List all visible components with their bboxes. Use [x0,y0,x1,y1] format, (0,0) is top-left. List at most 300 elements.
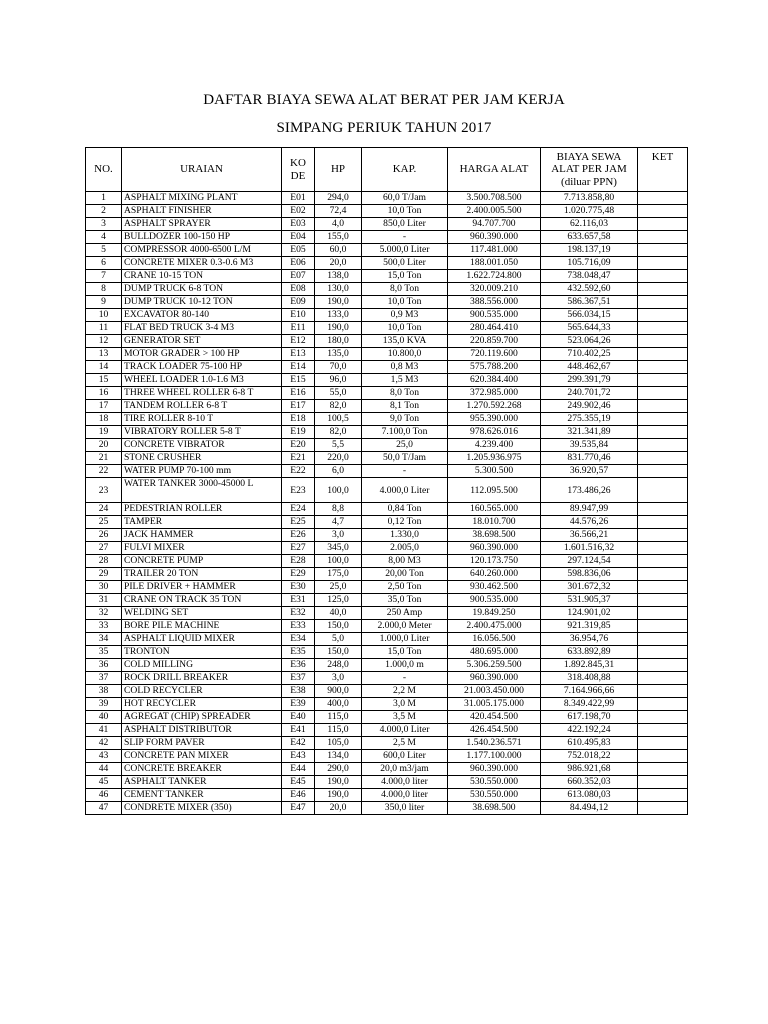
cell-biaya: 7.164.966,66 [541,685,638,698]
table-row [86,581,688,594]
cell-uraian: ROCK DRILL BREAKER [122,672,282,685]
cell-kode: E21 [282,452,315,465]
cell-kode: E46 [282,789,315,802]
cell-hp: 4,7 [315,516,362,529]
cell-ket [638,270,688,283]
cell-no: 44 [86,763,122,776]
cell-kap: 50,0 T/Jam [362,452,448,465]
cell-biaya: 523.064,26 [541,335,638,348]
cell-hp: 125,0 [315,594,362,607]
cell-harga: 94.707.700 [448,218,541,231]
table-row [86,452,688,465]
cell-hp: 100,0 [315,478,362,503]
cell-ket [638,802,688,815]
cell-hp: 150,0 [315,646,362,659]
cell-ket [638,555,688,568]
table-row [86,465,688,478]
cell-kode: E09 [282,296,315,309]
table-row [86,270,688,283]
cell-uraian: WHEEL LOADER 1.0-1.6 M3 [122,374,282,387]
header-biaya: BIAYA SEWA ALAT PER JAM (diluar PPN) [541,148,638,192]
cell-uraian: ASPHALT MIXING PLANT [122,192,282,205]
cell-biaya: 565.644,33 [541,322,638,335]
cell-uraian: SLIP FORM PAVER [122,737,282,750]
cell-hp: 190,0 [315,789,362,802]
table-row [86,750,688,763]
cell-ket [638,387,688,400]
cell-ket [638,659,688,672]
cell-kap: 5.000,0 Liter [362,244,448,257]
cell-kap: 0,84 Ton [362,503,448,516]
cell-kode: E34 [282,633,315,646]
cell-no: 41 [86,724,122,737]
cell-ket [638,452,688,465]
cell-kode: E08 [282,283,315,296]
cell-biaya: 275.355,19 [541,413,638,426]
cell-uraian: MOTOR GRADER > 100 HP [122,348,282,361]
cell-biaya: 44.576,26 [541,516,638,529]
cell-ket [638,361,688,374]
table-row [86,413,688,426]
cell-kap: 35,0 Ton [362,594,448,607]
cell-kode: E10 [282,309,315,322]
cell-kode: E15 [282,374,315,387]
cell-biaya: 422.192,24 [541,724,638,737]
cell-no: 39 [86,698,122,711]
table-row [86,529,688,542]
cell-kode: E40 [282,711,315,724]
cell-uraian: CEMENT TANKER [122,789,282,802]
cell-kap: 1.000,0 m [362,659,448,672]
table-row [86,789,688,802]
cell-no: 24 [86,503,122,516]
cell-uraian: ASPHALT SPRAYER [122,218,282,231]
cell-hp: 345,0 [315,542,362,555]
cell-hp: 135,0 [315,348,362,361]
cell-hp: 3,0 [315,672,362,685]
cell-biaya: 633.892,89 [541,646,638,659]
cell-biaya: 633.657,58 [541,231,638,244]
cell-no: 10 [86,309,122,322]
cell-harga: 480.695.000 [448,646,541,659]
cell-harga: 640.260.000 [448,568,541,581]
cell-harga: 955.390.000 [448,413,541,426]
cell-kap: 15,0 Ton [362,270,448,283]
cell-ket [638,633,688,646]
cell-uraian: TAMPER [122,516,282,529]
cell-ket [638,231,688,244]
cell-uraian: CONCRETE PAN MIXER [122,750,282,763]
cell-uraian: PILE DRIVER + HAMMER [122,581,282,594]
cell-hp: 5,5 [315,439,362,452]
cell-no: 30 [86,581,122,594]
cell-hp: 115,0 [315,724,362,737]
cell-uraian: HOT RECYCLER [122,698,282,711]
cell-biaya: 36.954,76 [541,633,638,646]
cell-hp: 248,0 [315,659,362,672]
cell-biaya: 301.672,32 [541,581,638,594]
cell-hp: 220,0 [315,452,362,465]
document-subtitle: SIMPANG PERIUK TAHUN 2017 [276,120,492,136]
cell-hp: 40,0 [315,607,362,620]
cell-no: 34 [86,633,122,646]
cell-biaya: 752.018,22 [541,750,638,763]
cell-no: 36 [86,659,122,672]
cell-kap: - [362,465,448,478]
document-title: DAFTAR BIAYA SEWA ALAT BERAT PER JAM KERJA [203,92,565,108]
cell-harga: 930.462.500 [448,581,541,594]
table-row [86,335,688,348]
table-row [86,542,688,555]
cell-biaya: 586.367,51 [541,296,638,309]
cell-uraian: DUMP TRUCK 6-8 TON [122,283,282,296]
cell-kap: 2.005,0 [362,542,448,555]
cell-harga: 16.056.500 [448,633,541,646]
cell-harga: 320.009.210 [448,283,541,296]
cell-hp: 25,0 [315,581,362,594]
cell-no: 35 [86,646,122,659]
table-row [86,711,688,724]
cell-uraian: CRANE 10-15 TON [122,270,282,283]
cell-biaya: 531.905,37 [541,594,638,607]
cell-ket [638,309,688,322]
cell-hp: 4,0 [315,218,362,231]
cell-no: 6 [86,257,122,270]
cell-no: 37 [86,672,122,685]
header-kode: KO DE [282,148,315,192]
cell-biaya: 249.902,46 [541,400,638,413]
cell-hp: 20,0 [315,802,362,815]
cell-biaya: 124.901,02 [541,607,638,620]
cell-harga: 960.390.000 [448,231,541,244]
cell-kap: 60,0 T/Jam [362,192,448,205]
cell-harga: 120.173.750 [448,555,541,568]
cell-kap: 15,0 Ton [362,646,448,659]
cell-ket [638,737,688,750]
cell-kap: 3,0 M [362,698,448,711]
cell-ket [638,439,688,452]
cell-ket [638,776,688,789]
cell-kode: E38 [282,685,315,698]
cell-kap: 10,0 Ton [362,322,448,335]
cell-hp: 55,0 [315,387,362,400]
cell-uraian: TANDEM ROLLER 6-8 T [122,400,282,413]
cell-kap: 2,5 M [362,737,448,750]
cell-biaya: 710.402,25 [541,348,638,361]
header-ket: KET [638,148,688,192]
table-row [86,348,688,361]
cell-biaya: 36.566,21 [541,529,638,542]
cell-harga: 3.500.708.500 [448,192,541,205]
cell-harga: 1.622.724.800 [448,270,541,283]
cell-no: 13 [86,348,122,361]
cell-uraian: WELDING SET [122,607,282,620]
cell-no: 23 [86,478,122,503]
cell-harga: 960.390.000 [448,542,541,555]
cell-kap: 8,0 Ton [362,387,448,400]
cell-hp: 3,0 [315,529,362,542]
cell-uraian: COLD MILLING [122,659,282,672]
cell-no: 22 [86,465,122,478]
table-row [86,516,688,529]
cell-harga: 1.177.100.000 [448,750,541,763]
cell-no: 18 [86,413,122,426]
cell-kap: 9,0 Ton [362,413,448,426]
cell-kode: E33 [282,620,315,633]
cell-biaya: 39.535,84 [541,439,638,452]
cell-hp: 5,0 [315,633,362,646]
cell-biaya: 173.486,26 [541,478,638,503]
cell-biaya: 321.341,89 [541,426,638,439]
cell-kode: E29 [282,568,315,581]
cell-kode: E07 [282,270,315,283]
cell-harga: 575.788.200 [448,361,541,374]
table-row [86,646,688,659]
cell-biaya: 831.770,46 [541,452,638,465]
cell-kap: 350,0 liter [362,802,448,815]
table-body [86,192,688,815]
cell-kap: 1.000,0 Liter [362,633,448,646]
cell-hp: 400,0 [315,698,362,711]
cell-kap: 8,00 M3 [362,555,448,568]
cell-harga: 372.985.000 [448,387,541,400]
cell-ket [638,244,688,257]
cell-kap: 7.100,0 Ton [362,426,448,439]
cell-no: 33 [86,620,122,633]
cell-harga: 530.550.000 [448,776,541,789]
cell-hp: 190,0 [315,322,362,335]
table-row [86,737,688,750]
table-row [86,503,688,516]
cell-no: 5 [86,244,122,257]
cell-kode: E01 [282,192,315,205]
cell-kode: E12 [282,335,315,348]
cell-ket [638,348,688,361]
cell-harga: 1.270.592.268 [448,400,541,413]
cell-no: 16 [86,387,122,400]
cell-kap: 850,0 Liter [362,218,448,231]
cell-kap: 10.800,0 [362,348,448,361]
cell-biaya: 566.034,15 [541,309,638,322]
cell-kode: E05 [282,244,315,257]
cell-uraian: CONCRETE MIXER 0.3-0.6 M3 [122,257,282,270]
cell-no: 8 [86,283,122,296]
cell-uraian: AGREGAT (CHIP) SPREADER [122,711,282,724]
cell-harga: 900.535.000 [448,309,541,322]
cell-kode: E30 [282,581,315,594]
cell-harga: 620.384.400 [448,374,541,387]
cell-kap: 4.000,0 Liter [362,724,448,737]
cell-hp: 60,0 [315,244,362,257]
cell-kode: E31 [282,594,315,607]
cell-biaya: 610.495,83 [541,737,638,750]
cell-uraian: STONE CRUSHER [122,452,282,465]
cell-kap: 8,1 Ton [362,400,448,413]
header-kap: KAP. [362,148,448,192]
cell-no: 3 [86,218,122,231]
cell-kap: 10,0 Ton [362,205,448,218]
cell-biaya: 36.920,57 [541,465,638,478]
cell-kap: 2,2 M [362,685,448,698]
cell-kode: E19 [282,426,315,439]
table-row [86,439,688,452]
cell-hp: 133,0 [315,309,362,322]
cell-kode: E22 [282,465,315,478]
cell-harga: 1.205.936.975 [448,452,541,465]
cell-kap: 135,0 KVA [362,335,448,348]
cell-hp: 72,4 [315,205,362,218]
cell-kode: E42 [282,737,315,750]
table-row [86,244,688,257]
cell-biaya: 921.319,85 [541,620,638,633]
cell-hp: 134,0 [315,750,362,763]
cell-biaya: 198.137,19 [541,244,638,257]
cell-harga: 160.565.000 [448,503,541,516]
cell-kode: E39 [282,698,315,711]
header-harga: HARGA ALAT [448,148,541,192]
cell-ket [638,413,688,426]
cell-no: 4 [86,231,122,244]
cell-biaya: 617.198,70 [541,711,638,724]
cell-no: 25 [86,516,122,529]
cell-ket [638,672,688,685]
cell-ket [638,685,688,698]
table-row [86,257,688,270]
cell-uraian: BORE PILE MACHINE [122,620,282,633]
cell-kode: E43 [282,750,315,763]
cell-ket [638,620,688,633]
cell-ket [638,257,688,270]
cell-uraian: GENERATOR SET [122,335,282,348]
cell-uraian: WATER TANKER 3000-45000 L [122,478,282,503]
table-row [86,309,688,322]
cell-ket [638,335,688,348]
cell-uraian: THREE WHEEL ROLLER 6-8 T [122,387,282,400]
cell-kode: E11 [282,322,315,335]
cell-harga: 4.239.400 [448,439,541,452]
cell-kode: E36 [282,659,315,672]
cell-kode: E18 [282,413,315,426]
table-row [86,205,688,218]
cell-kode: E47 [282,802,315,815]
cell-harga: 280.464.410 [448,322,541,335]
cell-uraian: JACK HAMMER [122,529,282,542]
cell-kode: E02 [282,205,315,218]
cell-ket [638,789,688,802]
cell-ket [638,322,688,335]
cell-kap: 2,50 Ton [362,581,448,594]
cell-kode: E35 [282,646,315,659]
cell-harga: 31.005.175.000 [448,698,541,711]
cell-ket [638,192,688,205]
cell-no: 28 [86,555,122,568]
cell-harga: 220.859.700 [448,335,541,348]
cell-kap: 0,9 M3 [362,309,448,322]
cell-ket [638,374,688,387]
cell-kap: 1.330,0 [362,529,448,542]
cell-kode: E24 [282,503,315,516]
cell-hp: 105,0 [315,737,362,750]
cell-harga: 21.003.450.000 [448,685,541,698]
cell-biaya: 299.391,79 [541,374,638,387]
cell-harga: 530.550.000 [448,789,541,802]
cell-ket [638,750,688,763]
cell-hp: 290,0 [315,763,362,776]
table-row [86,400,688,413]
cell-no: 42 [86,737,122,750]
cell-uraian: FULVI MIXER [122,542,282,555]
cell-no: 19 [86,426,122,439]
cell-biaya: 432.592,60 [541,283,638,296]
cell-biaya: 84.494,12 [541,802,638,815]
table-row [86,633,688,646]
cell-uraian: FLAT BED TRUCK 3-4 M3 [122,322,282,335]
cell-harga: 900.535.000 [448,594,541,607]
cell-kap: 2.000,0 Meter [362,620,448,633]
cell-no: 12 [86,335,122,348]
cell-hp: 190,0 [315,776,362,789]
cell-hp: 138,0 [315,270,362,283]
cell-uraian: ASPHALT TANKER [122,776,282,789]
cell-harga: 18.010.700 [448,516,541,529]
cell-uraian: TIRE ROLLER 8-10 T [122,413,282,426]
cell-uraian: WATER PUMP 70-100 mm [122,465,282,478]
cell-uraian: VIBRATORY ROLLER 5-8 T [122,426,282,439]
cell-kode: E28 [282,555,315,568]
cell-biaya: 1.020.775,48 [541,205,638,218]
cell-biaya: 660.352,03 [541,776,638,789]
cell-no: 11 [86,322,122,335]
cell-uraian: TRONTON [122,646,282,659]
cell-kap: 4.000,0 Liter [362,478,448,503]
header-no: NO. [86,148,122,192]
cell-no: 40 [86,711,122,724]
cell-uraian: CONCRETE BREAKER [122,763,282,776]
cell-hp: 900,0 [315,685,362,698]
cell-kode: E32 [282,607,315,620]
cell-ket [638,283,688,296]
table-row [86,426,688,439]
cell-uraian: TRAILER 20 TON [122,568,282,581]
cell-kap: 3,5 M [362,711,448,724]
cell-uraian: COMPRESSOR 4000-6500 L/M [122,244,282,257]
cell-harga: 5.300.500 [448,465,541,478]
cell-ket [638,529,688,542]
cell-biaya: 598.836,06 [541,568,638,581]
cell-no: 27 [86,542,122,555]
cell-biaya: 986.921,68 [541,763,638,776]
cell-kode: E37 [282,672,315,685]
cell-biaya: 318.408,88 [541,672,638,685]
table-row [86,478,688,503]
cell-ket [638,503,688,516]
cell-uraian: CONDRETE MIXER (350) [122,802,282,815]
cell-hp: 130,0 [315,283,362,296]
cell-hp: 8,8 [315,503,362,516]
cell-uraian: BULLDOZER 100-150 HP [122,231,282,244]
table-row [86,283,688,296]
cell-uraian: ASPHALT FINISHER [122,205,282,218]
cell-hp: 115,0 [315,711,362,724]
table-row [86,763,688,776]
cell-kap: 4.000,0 liter [362,776,448,789]
cell-no: 45 [86,776,122,789]
cell-harga: 5.306.259.500 [448,659,541,672]
table-row [86,672,688,685]
cell-biaya: 297.124,54 [541,555,638,568]
table-row [86,192,688,205]
table-row [86,568,688,581]
